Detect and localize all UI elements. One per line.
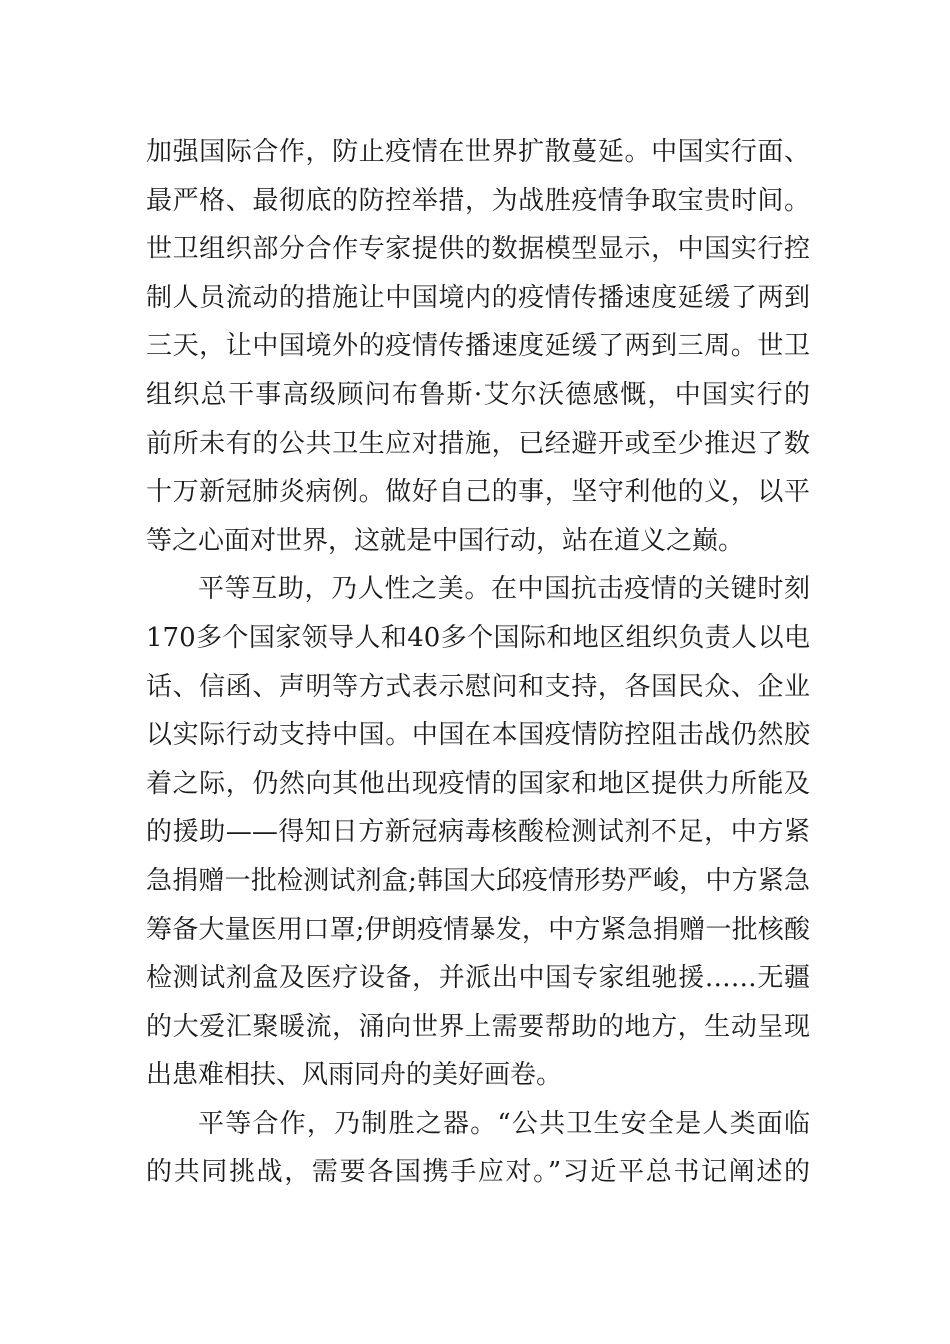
text-line: 十万新冠肺炎病例。做好自己的事，坚守利他的义，以平 <box>146 477 810 508</box>
text-line: 170多个国家领导人和40多个国际和地区组织负责人以电 <box>146 622 810 653</box>
text-line: 急捐赠一批检测试剂盒;韩国大邱疫情形势严峻，中方紧急 <box>146 865 810 896</box>
text-line: 筹备大量医用口罩;伊朗疫情暴发，中方紧急捐赠一批核酸 <box>146 914 810 945</box>
paragraph-3 <box>146 1100 810 1197</box>
text-line: 着之际，仍然向其他出现疫情的国家和地区提供力所能及 <box>146 768 810 799</box>
text-line: 平等互助，乃人性之美。在中国抗击疫情的关键时刻 <box>198 574 810 605</box>
paragraph-2 <box>146 565 810 1100</box>
text-line: 前所未有的公共卫生应对措施，已经避开或至少推迟了数 <box>146 428 810 459</box>
text-line: 的共同挑战，需要各国携手应对。”习近平总书记阐述的 <box>146 1157 810 1188</box>
text-line: 制人员流动的措施让中国境内的疫情传播速度延缓了两到 <box>146 282 810 313</box>
text-line: 以实际行动支持中国。中国在本国疫情防控阻击战仍然胶 <box>146 720 810 751</box>
text-line: 组织总干事高级顾问布鲁斯·艾尔沃德感慨，中国实行的 <box>146 379 810 410</box>
text-line: 世卫组织部分合作专家提供的数据模型显示，中国实行控 <box>146 234 810 265</box>
text-line: 话、信函、声明等方式表示慰问和支持，各国民众、企业 <box>146 671 810 702</box>
body-text <box>146 128 810 1197</box>
text-line: 检测试剂盒及医疗设备，并派出中国专家组驰援……无疆 <box>146 963 810 994</box>
text-line: 的大爱汇聚暖流，涌向世界上需要帮助的地方，生动呈现 <box>146 1011 810 1042</box>
text-line: 的援助——得知日方新冠病毒核酸检测试剂不足，中方紧 <box>146 817 810 848</box>
text-line: 出患难相扶、风雨同舟的美好画卷。 <box>146 1060 563 1091</box>
text-line: 最严格、最彻底的防控举措，为战胜疫情争取宝贵时间。 <box>146 185 810 216</box>
text-line: 三天，让中国境外的疫情传播速度延缓了两到三周。世卫 <box>146 331 810 362</box>
text-line: 等之心面对世界，这就是中国行动，站在道义之巅。 <box>146 525 745 556</box>
paragraph-1 <box>146 128 810 565</box>
text-line: 平等合作，乃制胜之器。“公共卫生安全是人类面临 <box>198 1108 810 1139</box>
text-line: 加强国际合作，防止疫情在世界扩散蔓延。中国实行面、 <box>146 137 810 167</box>
